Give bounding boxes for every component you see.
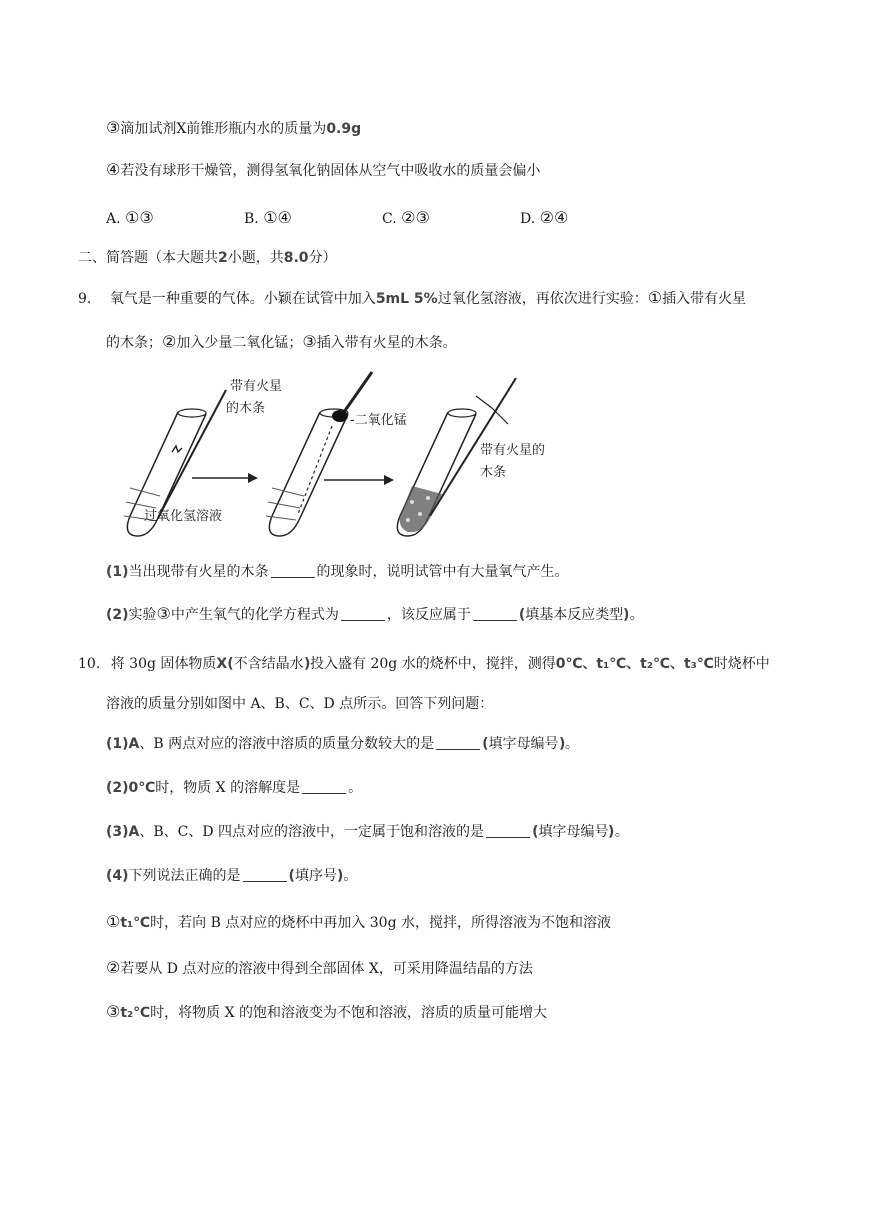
circled-3-icon: ③ (302, 332, 317, 351)
paren-icon: ( (336, 868, 344, 884)
circled-1-icon: ① (647, 288, 663, 307)
paren-icon: ( (532, 824, 539, 840)
section-title-mid: 小题，共 (227, 250, 284, 266)
q10-sub1 (106, 734, 579, 754)
statement-temp: t₁℃ (120, 915, 151, 931)
circled-2-icon: ② (162, 332, 177, 351)
sub-question-number: (1)A (106, 736, 140, 752)
section-score: 8.0 (283, 250, 309, 266)
figure-label-splint1-a: 带有火星 (230, 379, 283, 394)
q9-text-e: 加入少量二氧化锰； (176, 335, 303, 351)
option-letter: A. (106, 211, 121, 227)
q10-substance-x: X (216, 656, 228, 672)
test-tube-3 (397, 409, 476, 536)
paren-icon: ( (227, 656, 234, 672)
q9-text-c: 插入带有火星 (662, 291, 747, 307)
q10-text-e: 溶液的质量分别如图中 A、B、C、D 点所示。回答下列问题： (106, 696, 494, 712)
circled-3-icon: ③ (156, 604, 171, 623)
section-count: 2 (218, 250, 228, 266)
q9-text-f: 插入带有火星的木条。 (316, 335, 457, 351)
q10-text-a: 将 30g 固体物质 (110, 656, 217, 672)
experiment-figure (108, 368, 578, 538)
paren-icon: ( (558, 736, 565, 752)
option-b[interactable] (244, 208, 292, 227)
figure-label-splint2-b: 木条 (480, 465, 507, 480)
paren-icon: ( (482, 736, 489, 752)
q9-text-b: 过氧化氢溶液，再依次进行实验： (437, 291, 648, 307)
circled-2-icon: ② (106, 958, 121, 977)
q9-sub2-text-e: 。 (629, 607, 644, 623)
paren-icon: ( (303, 656, 311, 672)
paren-icon: ( (288, 868, 295, 884)
paren-icon: ( (608, 824, 615, 840)
q10-sub4-text-a: 下列说法正确的是 (128, 868, 241, 884)
figure-label-splint1-b: 的木条 (226, 401, 266, 416)
paren-icon: ( (518, 607, 526, 623)
sub-question-number: (3)A (106, 824, 140, 840)
q9-sub1 (106, 562, 569, 582)
q9-sub1-text-b: 的现象时，说明试管中有大量氧气产生。 (316, 564, 569, 580)
option-value: ①④ (263, 208, 292, 227)
option-a[interactable] (106, 208, 154, 227)
q8-item4-text: 若没有球形干燥管，测得氢氧化钠固体从空气中吸收水的质量会偏小 (120, 163, 541, 179)
figure-label-splint2-a: 带有火星的 (480, 443, 546, 458)
q8-item3-value: 0.9g (326, 121, 362, 137)
sub-question-number: (1) (106, 564, 129, 580)
q10-line1 (78, 654, 770, 674)
q8-item3-text: 滴加试剂X前锥形瓶内水的质量为 (120, 121, 327, 137)
q10-sub2-text-a: 时，物质 X 的溶解度是 (155, 780, 301, 796)
q9-line2 (106, 332, 457, 353)
arrow-right-icon (192, 473, 258, 483)
answer-blank[interactable] (302, 779, 346, 794)
q8-item4 (106, 160, 540, 181)
q10-statement-3 (106, 1002, 547, 1023)
test-tube-2 (266, 409, 348, 536)
option-value: ②④ (539, 208, 569, 227)
answer-blank[interactable] (243, 867, 287, 882)
answer-blank[interactable] (473, 606, 517, 621)
q10-sub4-text-b: 填序号 (294, 868, 337, 884)
q9-sub2-text-a: 实验 (128, 607, 157, 623)
q10-sub3-text-c: 。 (614, 824, 629, 840)
statement-text: 时，将物质 X 的饱和溶液变为不饱和溶液，溶质的质量可能增大 (150, 1005, 547, 1021)
answer-blank[interactable] (341, 606, 385, 621)
option-value: ①③ (125, 208, 154, 227)
q9-amount: 5mL 5% (375, 291, 438, 307)
answer-blank[interactable] (436, 735, 480, 750)
question-number: 9. (78, 291, 92, 307)
arrow-right-icon (324, 475, 394, 485)
q10-line2 (106, 694, 493, 714)
q9-line1 (78, 288, 746, 309)
q9-sub2 (106, 604, 644, 625)
q9-sub2-text-d: 填基本反应类型 (525, 607, 624, 623)
statement-text: 若要从 D 点对应的溶液中得到全部固体 X，可采用降温结晶的方法 (120, 961, 533, 977)
q10-sub1-text-c: 。 (564, 736, 579, 752)
q10-sub2 (106, 778, 362, 798)
q9-text-d: 的木条； (106, 335, 162, 351)
option-c[interactable] (382, 208, 430, 227)
sub-question-number: (4) (106, 868, 129, 884)
sub-question-number: (2)0℃ (106, 780, 156, 796)
q10-sub2-text-b: 。 (348, 780, 363, 796)
answer-blank[interactable] (271, 563, 315, 578)
figure-label-h2o2: 过氧化氢溶液 (144, 509, 223, 524)
q9-sub2-text-c: ，该反应属于 (386, 607, 471, 623)
option-letter: C. (382, 211, 397, 227)
statement-temp: t₂℃ (120, 1005, 151, 1021)
q10-sub3 (106, 822, 629, 842)
q10-temperatures: 0℃、t₁℃、t₂℃、t₃℃ (555, 656, 714, 672)
paren-icon: ( (623, 607, 630, 623)
option-letter: D. (520, 211, 536, 227)
q10-sub4-text-c: 。 (343, 868, 358, 884)
q10-text-c: 投入盛有 20g 水的烧杯中，搅拌，测得 (310, 656, 556, 672)
section-title-post: 分） (308, 250, 337, 266)
q10-text-d: 时烧杯中 (713, 656, 770, 672)
q10-statement-1 (106, 912, 611, 933)
answer-blank[interactable] (486, 823, 530, 838)
question-number: 10. (78, 656, 101, 672)
option-value: ②③ (401, 208, 430, 227)
q9-text-a: 氧气是一种重要的气体。小颖在试管中加入 (109, 291, 376, 307)
q10-sub1-text-a: 、B 两点对应的溶液中溶质的质量分数较大的是 (139, 736, 435, 752)
figure-label-mno2: -二氧化锰 (350, 413, 407, 428)
q10-sub1-text-b: 填字母编号 (488, 736, 559, 752)
q9-sub1-text-a: 当出现带有火星的木条 (128, 564, 269, 580)
q10-sub3-text-a: 、B、C、D 四点对应的溶液中，一定属于饱和溶液的是 (139, 824, 485, 840)
q9-sub2-text-b: 中产生氧气的化学方程式为 (170, 607, 339, 623)
option-d[interactable] (520, 208, 568, 227)
q10-statement-2 (106, 958, 533, 979)
circled-4-icon: ④ (106, 160, 121, 179)
q10-text-b: 不含结晶水 (233, 656, 304, 672)
statement-text: 时，若向 B 点对应的烧杯中再加入 30g 水，搅拌，所得溶液为不饱和溶液 (150, 915, 611, 931)
q10-sub3-text-b: 填字母编号 (538, 824, 609, 840)
sub-question-number: (2) (106, 607, 129, 623)
section-heading (78, 248, 337, 268)
circled-3-icon: ③ (106, 1002, 121, 1021)
section-title-pre: 二、简答题（本大题共 (78, 250, 218, 266)
q8-item3 (106, 118, 361, 139)
q10-sub4 (106, 866, 357, 886)
option-letter: B. (244, 211, 259, 227)
circled-1-icon: ① (106, 912, 121, 931)
circled-3-icon: ③ (106, 118, 121, 137)
